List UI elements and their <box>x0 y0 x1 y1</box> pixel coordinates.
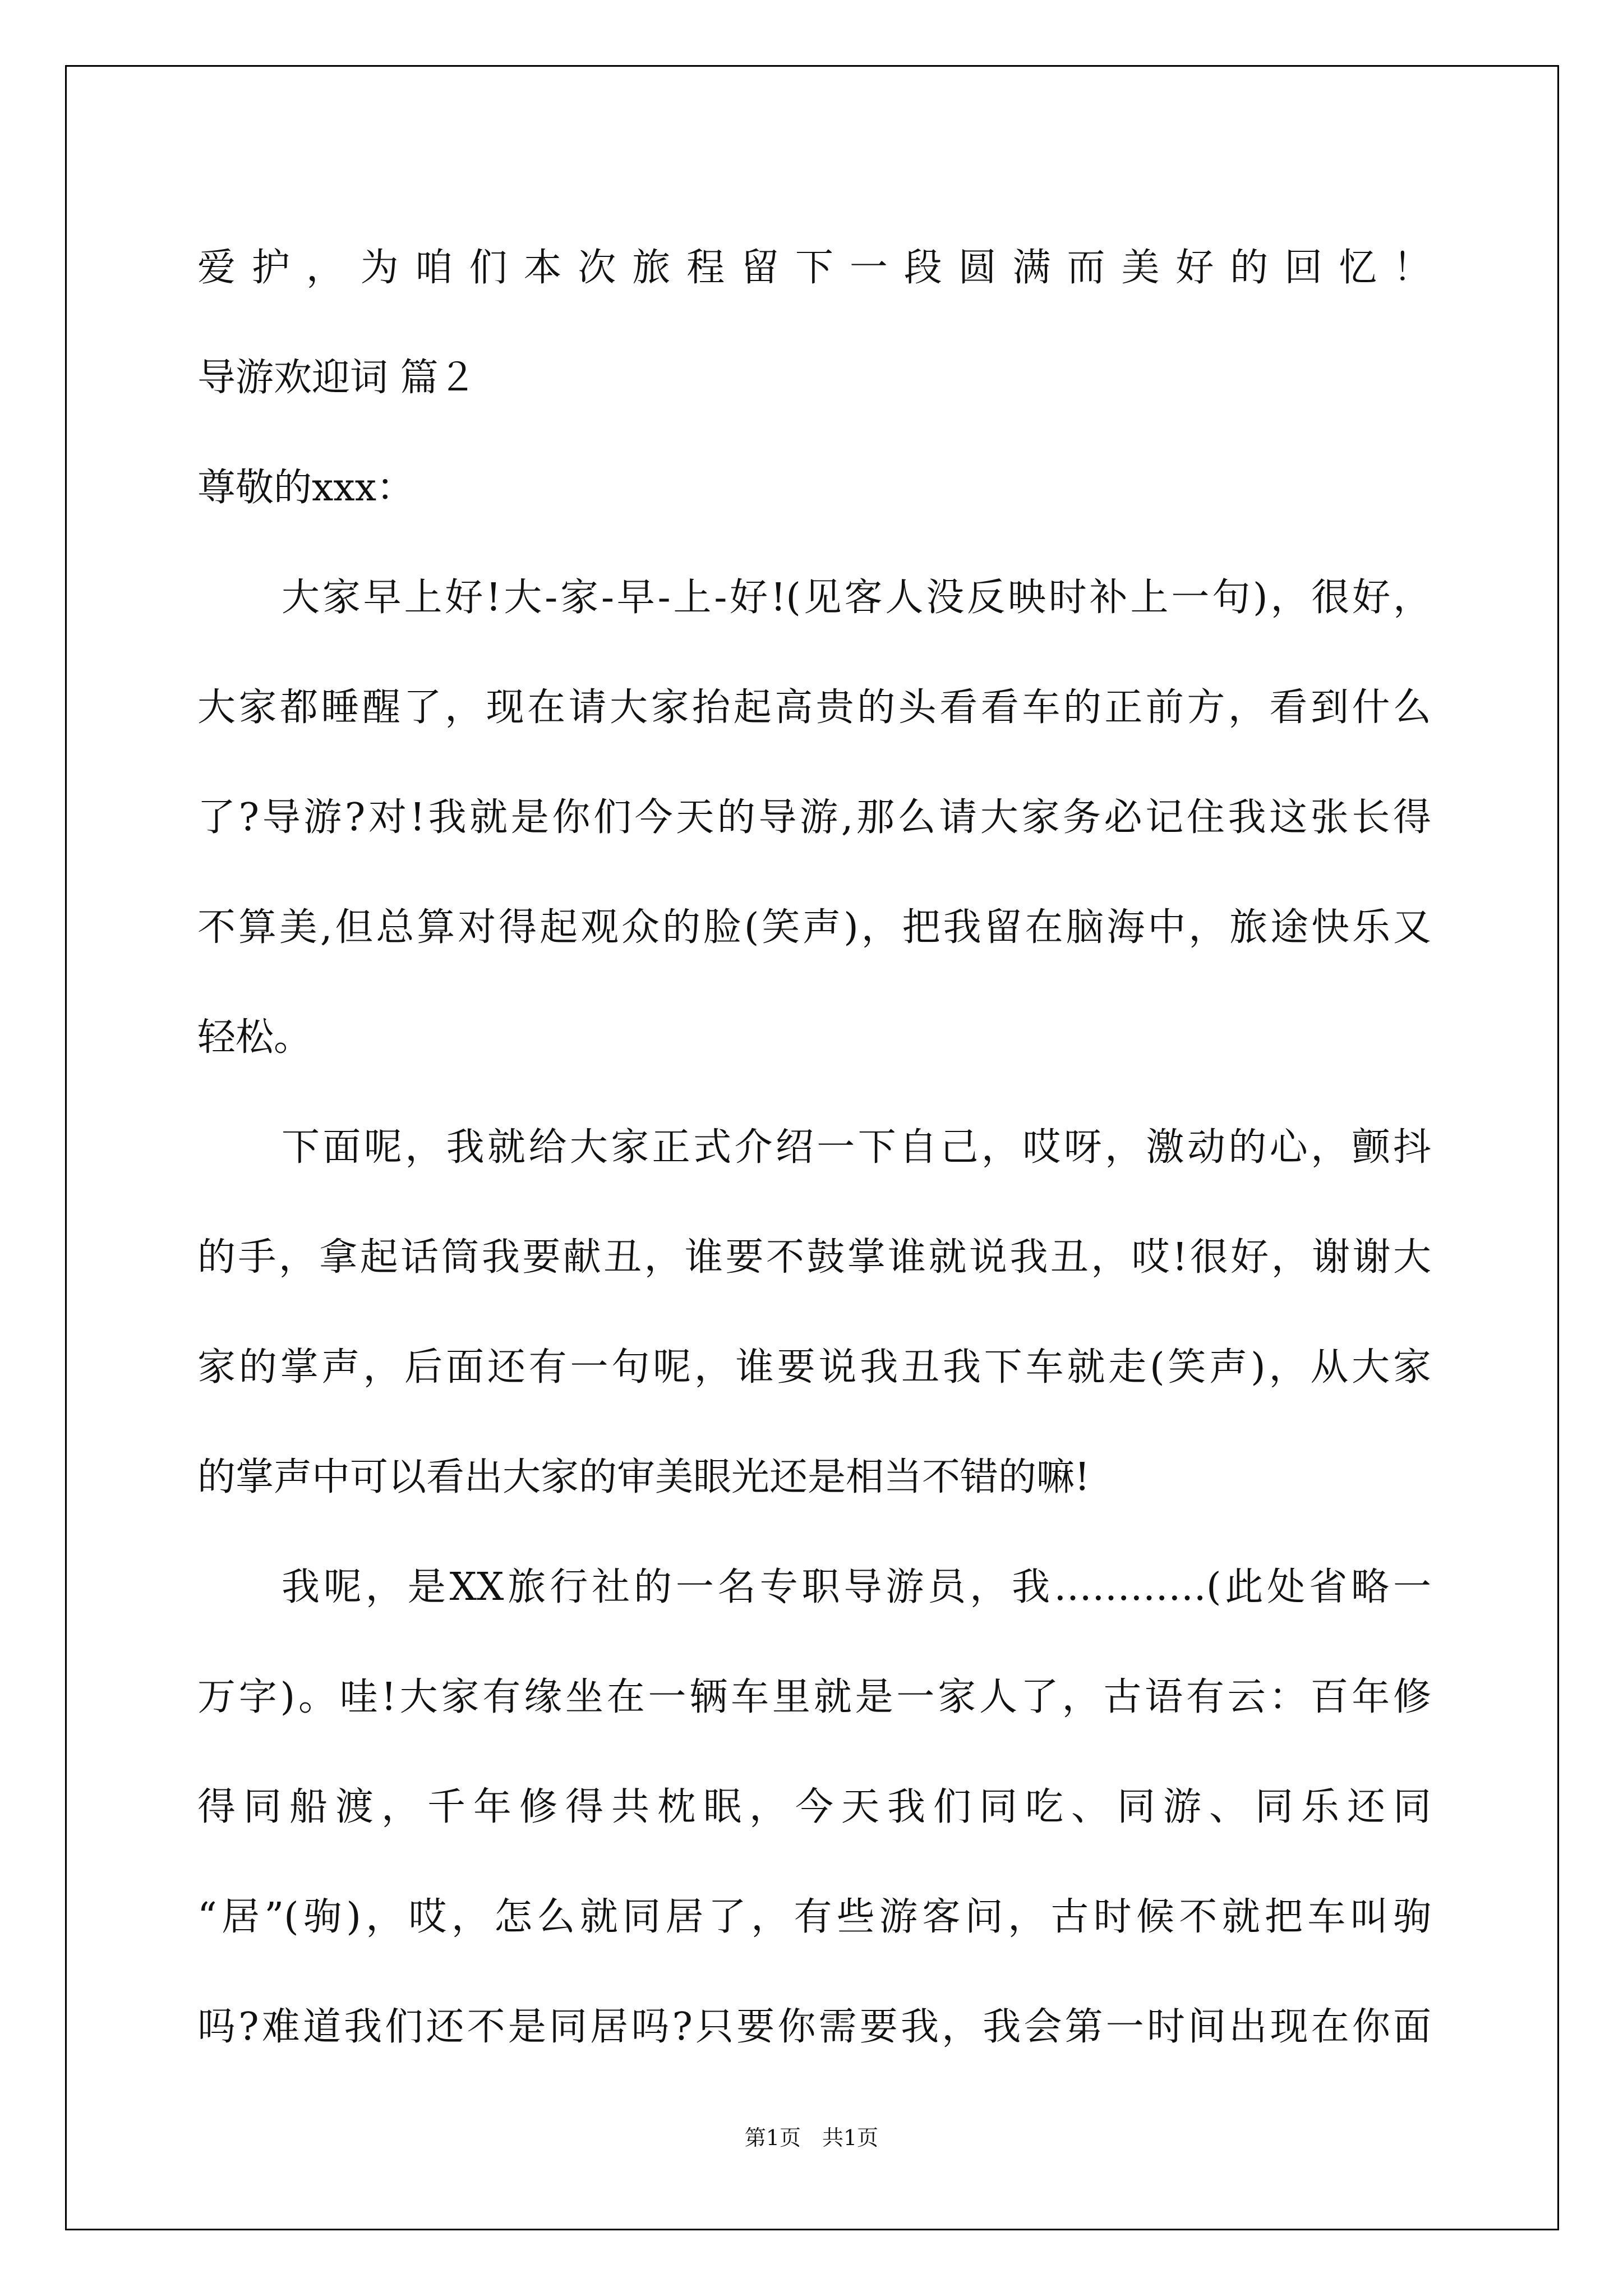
text-line: 吗?难道我们还不是同居吗?只要你需要我，我会第一时间出现在你面 <box>197 2005 1431 2049</box>
text-line: 爱护，为咱们本次旅程留下一段圆满而美好的回忆！ <box>197 246 1431 290</box>
text-line: 不算美,但总算对得起观众的脸(笑声)，把我留在脑海中，旅途快乐又 <box>197 905 1431 950</box>
text-line: 下面呢，我就给大家正式介绍一下自己，哎呀，激动的心，颤抖 <box>282 1125 1431 1170</box>
page-footer: 第1页 共1页 <box>744 2125 879 2150</box>
text-line: 的手，拿起话筒我要献丑，谁要不鼓掌谁就说我丑，哎!很好，谢谢大 <box>197 1235 1431 1280</box>
section-heading: 导游欢迎词 篇２ <box>197 356 477 400</box>
text-line: 了?导游?对!我就是你们今天的导游,那么请大家务必记住我这张长得 <box>197 795 1431 840</box>
text-line: 我呢，是XX旅行社的一名专职导游员，我…………(此处省略一 <box>282 1565 1431 1609</box>
document-body <box>197 213 1431 2082</box>
text-line: 大家都睡醒了，现在请大家抬起高贵的头看看车的正前方，看到什么 <box>197 685 1431 730</box>
text-line: 轻松。 <box>197 1015 312 1060</box>
text-line: 万字)。哇!大家有缘坐在一辆车里就是一家人了，古语有云：百年修 <box>197 1675 1431 1719</box>
text-line: “居”(驹)，哎，怎么就同居了，有些游客问，古时候不就把车叫驹 <box>197 1895 1431 1939</box>
salutation: 尊敬的xxx： <box>197 466 415 510</box>
text-line: 大家早上好!大-家-早-上-好!(见客人没反映时补上一句)，很好， <box>282 576 1431 620</box>
text-line: 的掌声中可以看出大家的审美眼光还是相当不错的嘛! <box>197 1455 1090 1499</box>
text-line: 家的掌声，后面还有一句呢，谁要说我丑我下车就走(笑声)，从大家 <box>197 1345 1431 1389</box>
text-line: 得同船渡，千年修得共枕眠，今天我们同吃、同游、同乐还同 <box>197 1785 1431 1829</box>
